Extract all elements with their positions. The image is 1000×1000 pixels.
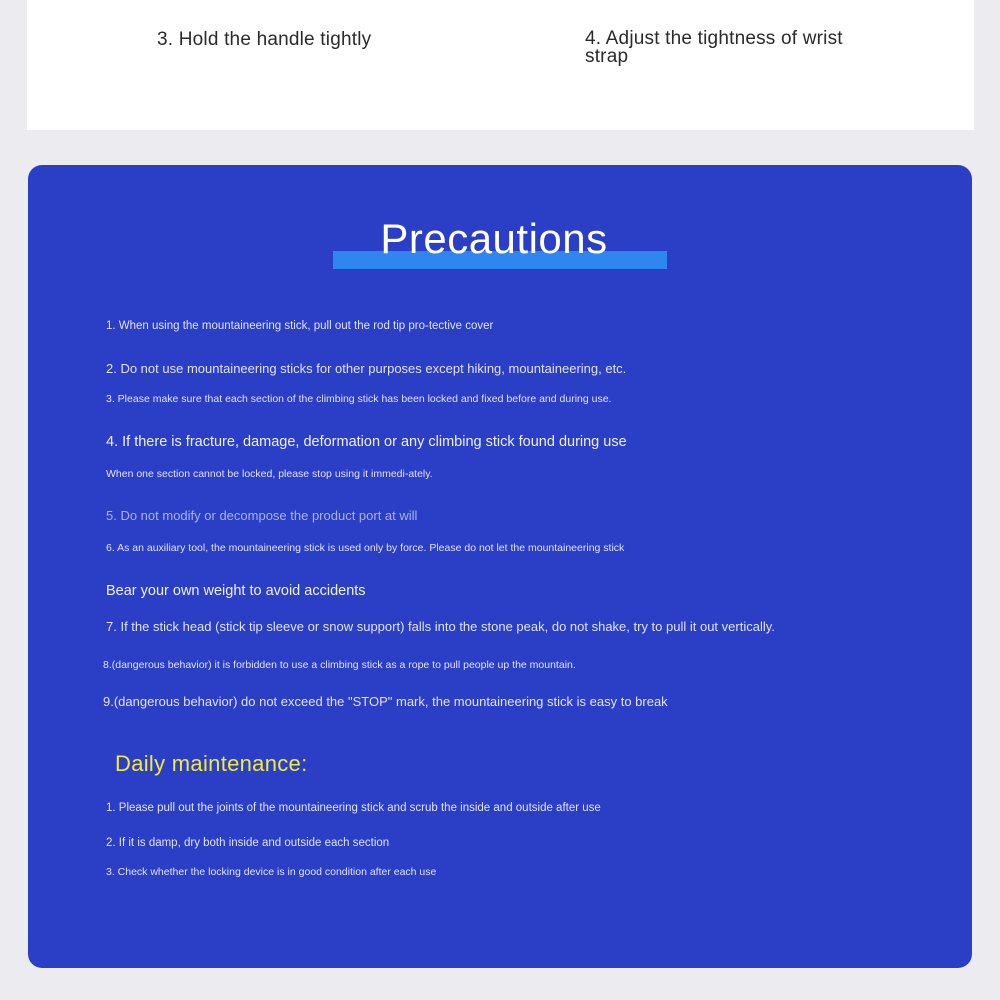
daily-maintenance-heading: Daily maintenance: [115,751,308,776]
maintenance-item-2: 2. If it is damp, dry both inside and outside each section [106,837,390,849]
precautions-title: Precautions [380,215,608,262]
maintenance-item-1: 1. Please pull out the joints of the mountaineering stick and scrub the inside and outside after use [106,802,601,814]
step-4-text: 4. Adjust the tightness of wrist strap [585,28,843,67]
step-3-text: 3. Hold the handle tightly [157,29,372,50]
precaution-item-9: 9.(dangerous behavior) do not exceed the "STOP" mark, the mountaineering stick is easy to break [103,694,668,709]
precaution-item-1: 1. When using the mountaineering stick, pull out the rod tip pro-tective cover [106,320,494,332]
precaution-item-2: 2. Do not use mountaineering sticks for other purposes except hiking, mountaineering, etc. [106,361,627,376]
precaution-item-7: 7. If the stick head (stick tip sleeve or snow support) falls into the stone peak, do not shake, try to pull it out vertically. [106,619,775,634]
precaution-item-4: 4. If there is fracture, damage, deformation or any climbing stick found during use [106,434,627,450]
precaution-item-6: 6. As an auxiliary tool, the mountaineering stick is used only by force. Please do not let the mountaineering stick [106,542,625,554]
precautions-card [28,165,972,968]
maintenance-item-3: 3. Check whether the locking device is in good condition after each use [106,866,437,878]
precaution-item-4-continued: When one section cannot be locked, please stop using it immedi-ately. [106,468,433,480]
usage-steps-panel [27,0,974,130]
precaution-item-5: 5. Do not modify or decompose the product port at will [106,508,418,523]
precaution-item-6-continued: Bear your own weight to avoid accidents [106,583,366,599]
precaution-item-8: 8.(dangerous behavior) it is forbidden to use a climbing stick as a rope to pull people up the mountain. [103,659,576,671]
precaution-item-3: 3. Please make sure that each section of the climbing stick has been locked and fixed before and during use. [106,393,612,405]
